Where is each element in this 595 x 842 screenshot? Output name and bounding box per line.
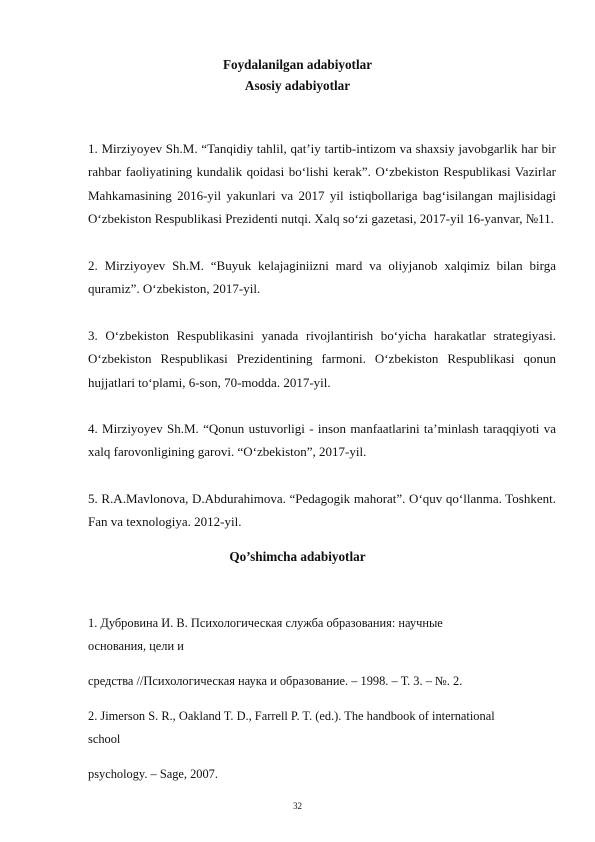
- main-reference-4: 4. Mirziyoyev Sh.M. “Qonun ustuvorligi - inson manfaatlarini ta’minlash taraqqiyoti va xalq farovonligining garovi. “O‘zbekiston”, 2017-yil.: [88, 421, 556, 460]
- page-number: 32: [293, 801, 302, 811]
- main-references-heading: Asosiy adabiyotlar: [244, 78, 351, 93]
- additional-reference-1-line-3: средства //Психологическая наука и образование. – 1998. – Т. 3. – №. 2.: [88, 674, 463, 688]
- additional-reference-2-line-3: psychology. – Sage, 2007.: [88, 767, 218, 781]
- references-title: Foydalanilgan adabiyotlar: [222, 57, 373, 72]
- main-reference-5: 5. R.A.Mavlonova, D.Abdurahimova. “Pedagogik mahorat”. O‘quv qo‘llanma. Toshkent. Fan va texnologiya. 2012-yil.: [88, 491, 556, 530]
- main-reference-3: 3. O‘zbekiston Respublikasini yanada rivojlantirish bo‘yicha harakatlar strategiyasi. O‘zbekiston Respublikasi Prezidentining farmoni. O‘zbekiston Respublikasi qonun hujjatlari to‘plami, 6-son, 70-modda. 2017-yil.: [88, 328, 556, 390]
- additional-reference-2-line-1: 2. Jimerson S. R., Oakland T. D., Farrell P. T. (ed.). The handbook of international: [88, 709, 495, 723]
- additional-reference-1-line-2: основания, цели и: [88, 639, 184, 653]
- main-reference-1: 1. Mirziyoyev Sh.M. “Tanqidiy tahlil, qat’iy tartib-intizom va shaxsiy javobgarlik har bir rahbar faoliyatining kundalik qoidasi bo‘lishi kerak”. O‘zbekiston Respublikasi Vazirlar Mahkamasining 2016-yil yakunlari va 2017 yil istiqbollariga bag‘isilangan majlisidagi O‘zbekiston Respublikasi Prezidenti nutqi. Xalq so‘zi gazetasi, 2017-yil 16-yanvar, №11.: [88, 141, 556, 227]
- additional-reference-1-line-1: 1. Дубровина И. В. Психологическая служба образования: научные: [88, 616, 443, 630]
- additional-references-heading: Qo’shimcha adabiyotlar: [229, 549, 366, 564]
- additional-reference-2-line-2: school: [88, 732, 121, 746]
- main-reference-2: 2. Mirziyoyev Sh.M. “Buyuk kelajaginiizni mard va oliyjanob xalqimiz bilan birga quramiz”. O‘zbekiston, 2017-yil.: [88, 258, 556, 297]
